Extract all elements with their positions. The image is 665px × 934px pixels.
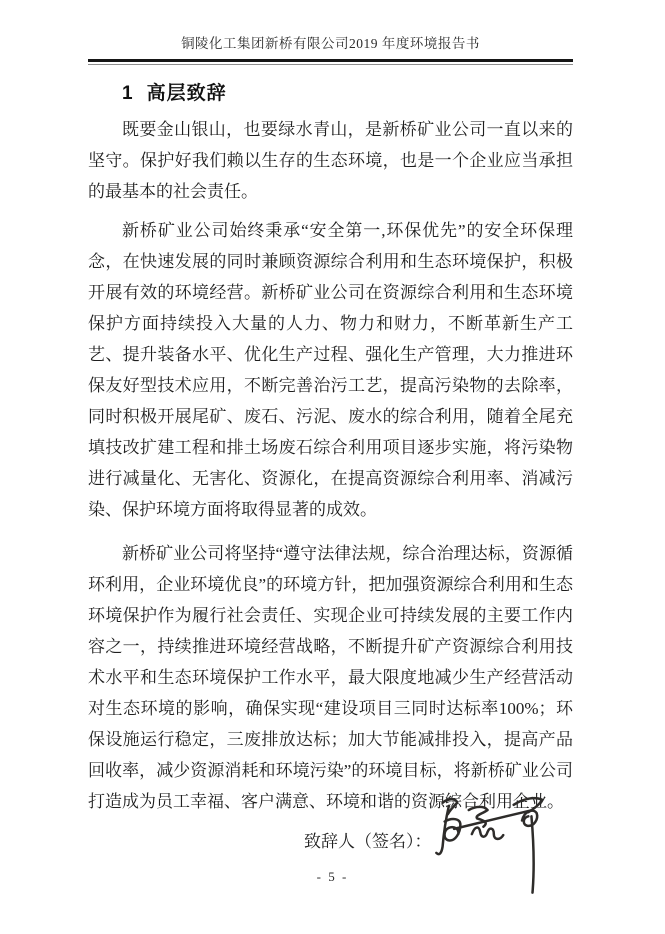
- paragraph: 新桥矿业公司始终秉承“安全第一,环保优先”的安全环保理念，在快速发展的同时兼顾资源综合利用和生态环境保护，积极开展有效的环境经营。新桥矿业公司在资源综合利用和生态环境保护方面持续投入大量的人力、物力和财力，不断革新生产工艺、提升装备水平、优化生产过程、强化生产管理，大力推进环保友好型技术应用，不断完善治污工艺，提高污染物的去除率，同时积极开展尾矿、废石、污泥、废水的综合利用，随着全尾充填技改扩建工程和排土场废石综合利用项目逐步实施，将污染物进行减量化、无害化、资源化，在提高资源综合利用率、消减污染、保护环境方面将取得显著的成效。: [88, 221, 573, 519]
- section-number: 1: [122, 83, 134, 104]
- document-header-title: 铜陵化工集团新桥有限公司2019 年度环境报告书: [181, 36, 480, 51]
- paragraph: 新桥矿业公司将坚持“遵守法律法规，综合治理达标，资源循环利用，企业环境优良”的环境方针，把加强资源综合利用和生态环境保护作为履行社会责任、实现企业可持续发展的主要工作内容之一，持续推进环境经营战略，不断提升矿产资源综合利用技术水平和生态环境保护工作水平，最大限度地减少生产经营活动对生态环境的影响，确保实现“建设项目三同时达标率100%；环保设施运行稳定，三废排放达标；加大节能减排投入，提高产品回收率，减少资源消耗和环境污染”的环境目标，将新桥矿业公司打造成为员工幸福、客户满意、环境和谐的资源综合利用企业。: [88, 544, 573, 811]
- body-text: [88, 114, 573, 817]
- signature-label: 致辞人（签名）：: [304, 832, 432, 851]
- paragraph: 既要金山银山，也要绿水青山，是新桥矿业公司一直以来的坚守。保护好我们赖以生存的生态环境，也是一个企业应当承担的最基本的社会责任。: [88, 120, 573, 201]
- signature-row: [88, 786, 573, 904]
- page-number: - 5 -: [316, 869, 349, 884]
- header-divider-rule: [88, 59, 573, 65]
- section-title: 高层致辞: [146, 83, 227, 104]
- section-heading: [88, 78, 573, 105]
